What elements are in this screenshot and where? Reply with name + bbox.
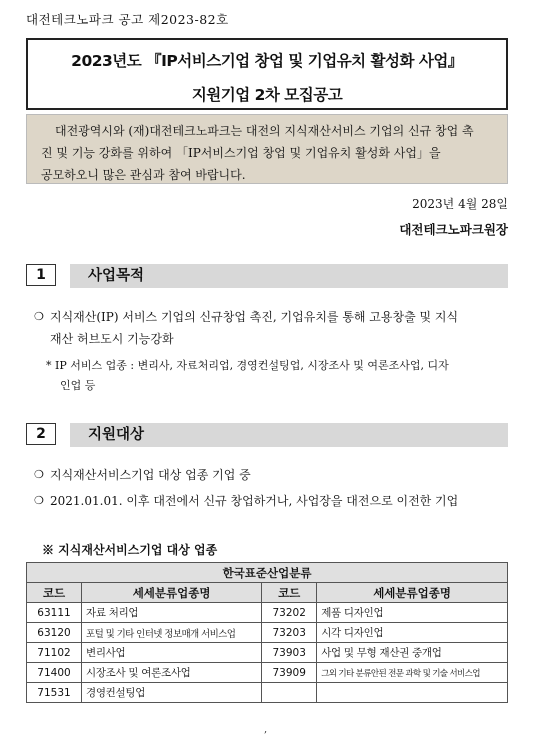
intro-line-1: 대전광역시와 (재)대전테크노파크는 대전의 지식재산서비스 기업의 신규 창업 촉 — [55, 124, 474, 138]
code-cell: 71400 — [27, 663, 82, 683]
table-row — [27, 603, 508, 623]
section-1-title: 사업목적 — [70, 264, 508, 288]
section-1-bullet-line-2: 재산 허브도시 기능강화 — [50, 332, 174, 346]
name-cell: 경영컨설팅업 — [82, 683, 262, 703]
code-cell: 63120 — [27, 623, 82, 643]
section-2-header — [26, 423, 508, 447]
section-1-number: 1 — [26, 264, 56, 286]
code-cell: 63111 — [27, 603, 82, 623]
footer-mark: , — [264, 724, 268, 735]
intro-line-3: 공모하오니 많은 관심과 참여 바랍니다. — [41, 168, 246, 182]
section-2-bullet-2 — [34, 490, 509, 512]
section-1-header — [26, 264, 508, 288]
name-cell: 그외 기타 분류안된 전문 과학 및 기술 서비스업 — [317, 663, 508, 683]
table-main-header: 한국표준산업분류 — [27, 563, 508, 583]
code-cell: 71102 — [27, 643, 82, 663]
table-title: ※ 지식재산서비스기업 대상 업종 — [42, 543, 218, 557]
section-1-bullet-line-1: 지식재산(IP) 서비스 기업의 신규창업 촉진, 기업유치를 통해 고용창출 및 지식 — [50, 310, 459, 324]
section-1-note-line-1: * IP 서비스 업종 : 변리사, 자료처리업, 경영컨설팅업, 시장조사 및 여론조사업, 디자 — [46, 359, 449, 372]
name-cell: 제품 디자인업 — [317, 603, 508, 623]
section-1-note-line-2: 인업 등 — [60, 379, 96, 392]
section-1-bullet — [34, 306, 509, 350]
name-cell: 자료 처리업 — [82, 603, 262, 623]
name-cell: 사업 및 무형 재산권 중개업 — [317, 643, 508, 663]
bullet-circle-icon: ❍ — [34, 468, 44, 481]
code-cell: 73203 — [262, 623, 317, 643]
col-code-header: 코드 — [262, 583, 317, 603]
name-cell: 시장조사 및 여론조사업 — [82, 663, 262, 683]
notice-number: 대전테크노파크 공고 제2023-82호 — [26, 12, 229, 27]
title-line-1: 2023년도 『IP서비스기업 창업 및 기업유치 활성화 사업』 — [71, 52, 463, 70]
industry-code-table — [26, 562, 508, 703]
name-cell: 변리사업 — [82, 643, 262, 663]
code-cell: 71531 — [27, 683, 82, 703]
bullet-circle-icon: ❍ — [34, 310, 44, 323]
section-2-bullet-2-text: 2021.01.01. 이후 대전에서 신규 창업하거나, 사업장을 대전으로 이전한 기업 — [50, 494, 459, 508]
title-line-2: 지원기업 2차 모집공고 — [191, 86, 343, 104]
organization-name: 대전테크노파크원장 — [399, 222, 508, 237]
table-row — [27, 623, 508, 643]
code-cell: 73202 — [262, 603, 317, 623]
col-code-header: 코드 — [27, 583, 82, 603]
bullet-circle-icon: ❍ — [34, 494, 44, 507]
code-cell: 73903 — [262, 643, 317, 663]
section-2-bullet-1-text: 지식재산서비스기업 대상 업종 기업 중 — [50, 468, 251, 482]
table-row — [27, 683, 508, 703]
section-1-note — [46, 356, 508, 396]
intro-box — [26, 114, 508, 184]
col-name-header: 세세분류업종명 — [317, 583, 508, 603]
notice-date: 2023년 4월 28일 — [412, 197, 508, 211]
name-cell — [317, 683, 508, 703]
table-row — [27, 643, 508, 663]
title-box — [26, 38, 508, 110]
intro-line-2: 진 및 기능 강화를 위하여 「IP서비스기업 창업 및 기업유치 활성화 사업」을 — [41, 146, 441, 160]
name-cell: 포털 및 기타 인터넷 정보매개 서비스업 — [82, 623, 262, 643]
section-2-bullet-1 — [34, 464, 509, 486]
section-2-number: 2 — [26, 423, 56, 445]
name-cell: 시각 디자인업 — [317, 623, 508, 643]
table-row — [27, 663, 508, 683]
code-cell — [262, 683, 317, 703]
section-2-title: 지원대상 — [70, 423, 508, 447]
col-name-header: 세세분류업종명 — [82, 583, 262, 603]
code-cell: 73909 — [262, 663, 317, 683]
